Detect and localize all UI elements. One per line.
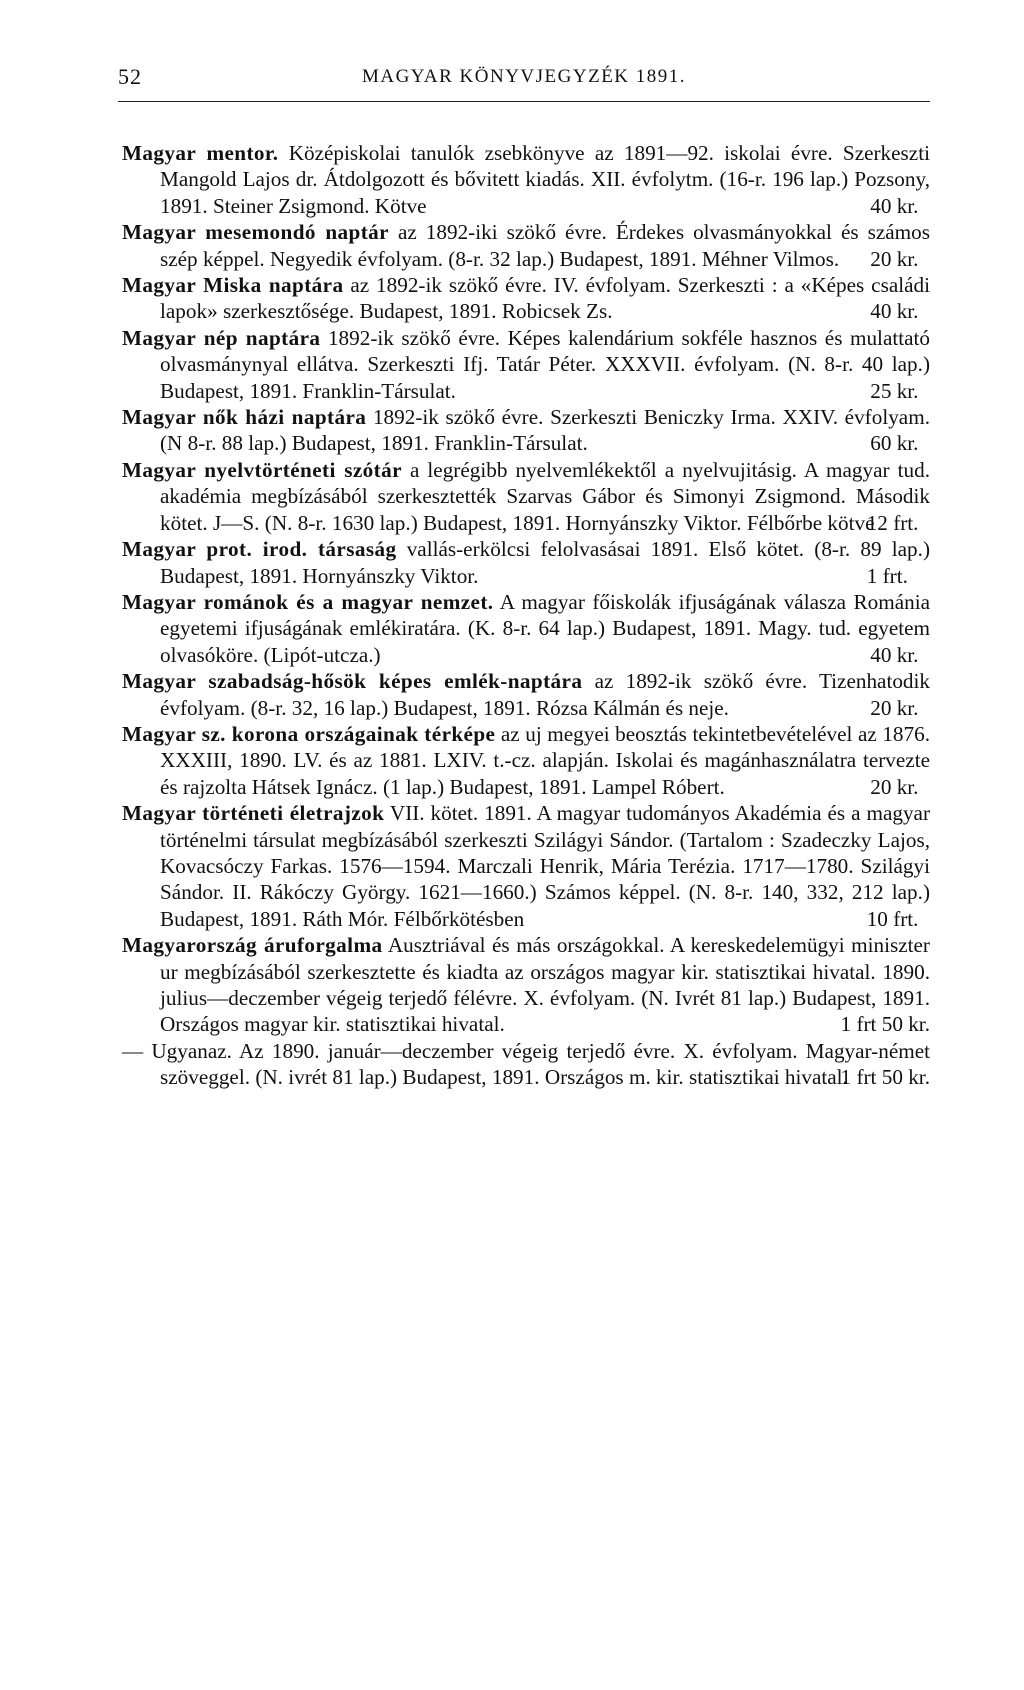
entry-title: Magyar nép naptára: [122, 325, 321, 350]
running-title: MAGYAR KÖNYVJEGYZÉK 1891.: [361, 66, 687, 87]
entry-price: 60 kr.: [870, 431, 919, 456]
bibliography-entry: [122, 219, 930, 272]
entry-text: az uj megyei beosztás tekintetbevételével az 1876. XXXIII, 1890. LV. és az 1881. LXIV. t.-cz. alapján. Iskolai és magánhasználatra tervezte és rajzolta Hátsek Ignácz. (1 lap.) Budapest, 1891. Lampel Róbert.: [160, 721, 930, 799]
entry-text: 1892-ik szökő évre. Szerkeszti Beniczky Irma. XXIV. évfolyam. (N 8-r. 88 lap.) Budapest, 1891. Franklin-Társulat.: [160, 405, 930, 456]
entry-text: az 1892-ik szökő évre. IV. évfolyam. Szerkeszti : a «Képes családi lapok» szerkesztősége. Budapest, 1891. Robicsek Zs.: [160, 273, 930, 324]
entry-title: Magyar szabadság-hősök képes emlék-naptára: [122, 669, 583, 694]
entry-title: Magyar Miska naptára: [122, 273, 344, 298]
entry-price: 40 kr.: [870, 642, 919, 667]
entry-text: A magyar főiskolák ifjuságának válasza Románia egyetemi ifjuságának emlékiratára. (K. 8-r. 64 lap.) Budapest, 1891. Magy. tud. egyetem olvasóköre. (Lipót-utcza.): [160, 589, 930, 667]
header-rule: [118, 101, 930, 102]
entry-title: Magyar románok és a magyar nemzet.: [122, 589, 494, 614]
entry-title: Magyar mesemondó naptár: [122, 220, 389, 245]
entry-text: az 1892-iki szökő évre. Érdekes olvasmányokkal és számos szép képpel. Negyedik évfolyam. (8-r. 32 lap.) Budapest, 1891. Méhner Vilmos.: [160, 220, 930, 271]
bibliography-entry: [122, 589, 930, 668]
bibliography-entry: [122, 272, 930, 325]
entry-price: 20 kr.: [870, 695, 919, 720]
page-header: [118, 64, 930, 96]
bibliography-entry: [122, 457, 930, 536]
entry-price: 25 kr.: [870, 378, 919, 403]
entry-text: vallás-erkölcsi felolvasásai 1891. Első kötet. (8-r. 89 lap.) Budapest, 1891. Hornyánszky Viktor.: [160, 537, 931, 588]
entry-text: 1892-ik szökő évre. Képes kalendárium sokféle hasznos és mulattató olvasmánynyal ellátva. Szerkeszti Ifj. Tatár Péter. XXXVII. évfolyam. (N. 8-r. 40 lap.) Budapest, 1891. Franklin-Társulat.: [160, 325, 931, 403]
bibliography-entry: [122, 140, 930, 219]
entry-text: a legrégibb nyelvemlékektől a nyelvujitásig. A magyar tud. akadémia megbízásából szerkesztették Szarvas Gábor és Simonyi Zsigmond. Második kötet. J—S. (N. 8-r. 1630 lap.) Budapest, 1891. Hornyánszky Viktor. Félbőrbe kötve: [160, 457, 930, 535]
entry-price: 20 kr.: [870, 246, 919, 271]
bibliography-list: [122, 140, 930, 1091]
entry-title: Magyarország áruforgalma: [122, 933, 383, 958]
entry-title: Magyar nők házi naptára: [122, 405, 367, 430]
entry-text: Ausztriával és más országokkal. A kereskedelemügyi miniszter ur megbízásából szerkesztette és kiadta az országos magyar kir. statisztikai hivatal. 1890. julius—deczember végeig terjedő félévre. X. évfolyam. (N. Ivrét 81 lap.) Budapest, 1891. Országos magyar kir. statisztikai hivatal.: [160, 933, 930, 1037]
entry-price: 40 kr.: [870, 299, 919, 324]
bibliography-entry: [122, 536, 930, 589]
bibliography-entry: [122, 800, 930, 932]
entry-price: 10 frt.: [866, 906, 919, 931]
entry-price: 1 frt 50 kr.: [840, 1065, 930, 1090]
entry-price: 20 kr.: [870, 774, 919, 799]
bibliography-entry: [122, 721, 930, 800]
entry-text: — Ugyanaz. Az 1890. január—deczember végeig terjedő évre. X. évfolyam. Magyar-német szöveggel. (N. ivrét 81 lap.) Budapest, 1891. Országos m. kir. statisztikai hivatal.: [122, 1038, 930, 1090]
entry-title: Magyar sz. korona országainak térképe: [122, 721, 496, 746]
entry-price: 1 frt 50 kr.: [840, 1012, 930, 1037]
bibliography-entry: [122, 1038, 930, 1091]
bibliography-entry: [122, 325, 930, 404]
bibliography-entry: [122, 404, 930, 457]
bibliography-entry: [122, 932, 930, 1038]
entry-price: 40 kr.: [870, 193, 919, 218]
entry-price: 1 frt.: [866, 563, 908, 588]
entry-title: Magyar nyelvtörténeti szótár: [122, 457, 402, 482]
entry-text: Középiskolai tanulók zsebkönyve az 1891—92. iskolai évre. Szerkeszti Mangold Lajos dr. Átdolgozott és bővitett kiadás. XII. évfolytm. (16-r. 196 lap.) Pozsony, 1891. Steiner Zsigmond. Kötve: [160, 141, 930, 218]
page-number: 52: [118, 64, 142, 89]
entry-text: VII. kötet. 1891. A magyar tudományos Akadémia és a magyar történelmi társulat megbízásából szerkeszti Szilágyi Sándor. (Tartalom : Szadeczky Lajos, Kovacsóczy Farkas. 1576—1594. Marczali Henrik, Mária Terézia. 1717—1780. Szilágyi Sándor. II. Rákóczy György. 1621—1660.) Számos képpel. (N. 8-r. 140, 332, 212 lap.) Budapest, 1891. Ráth Mór. Félbőrkötésben: [160, 801, 931, 931]
entry-title: Magyar történeti életrajzok: [122, 801, 385, 826]
bibliography-entry: [122, 668, 930, 721]
entry-text: az 1892-ik szökő évre. Tizenhatodik évfolyam. (8-r. 32, 16 lap.) Budapest, 1891. Rózsa Kálmán és neje.: [160, 669, 931, 720]
entry-title: Magyar prot. irod. társaság: [122, 537, 397, 562]
entry-price: 12 frt.: [866, 510, 919, 535]
entry-title: Magyar mentor.: [122, 141, 279, 165]
